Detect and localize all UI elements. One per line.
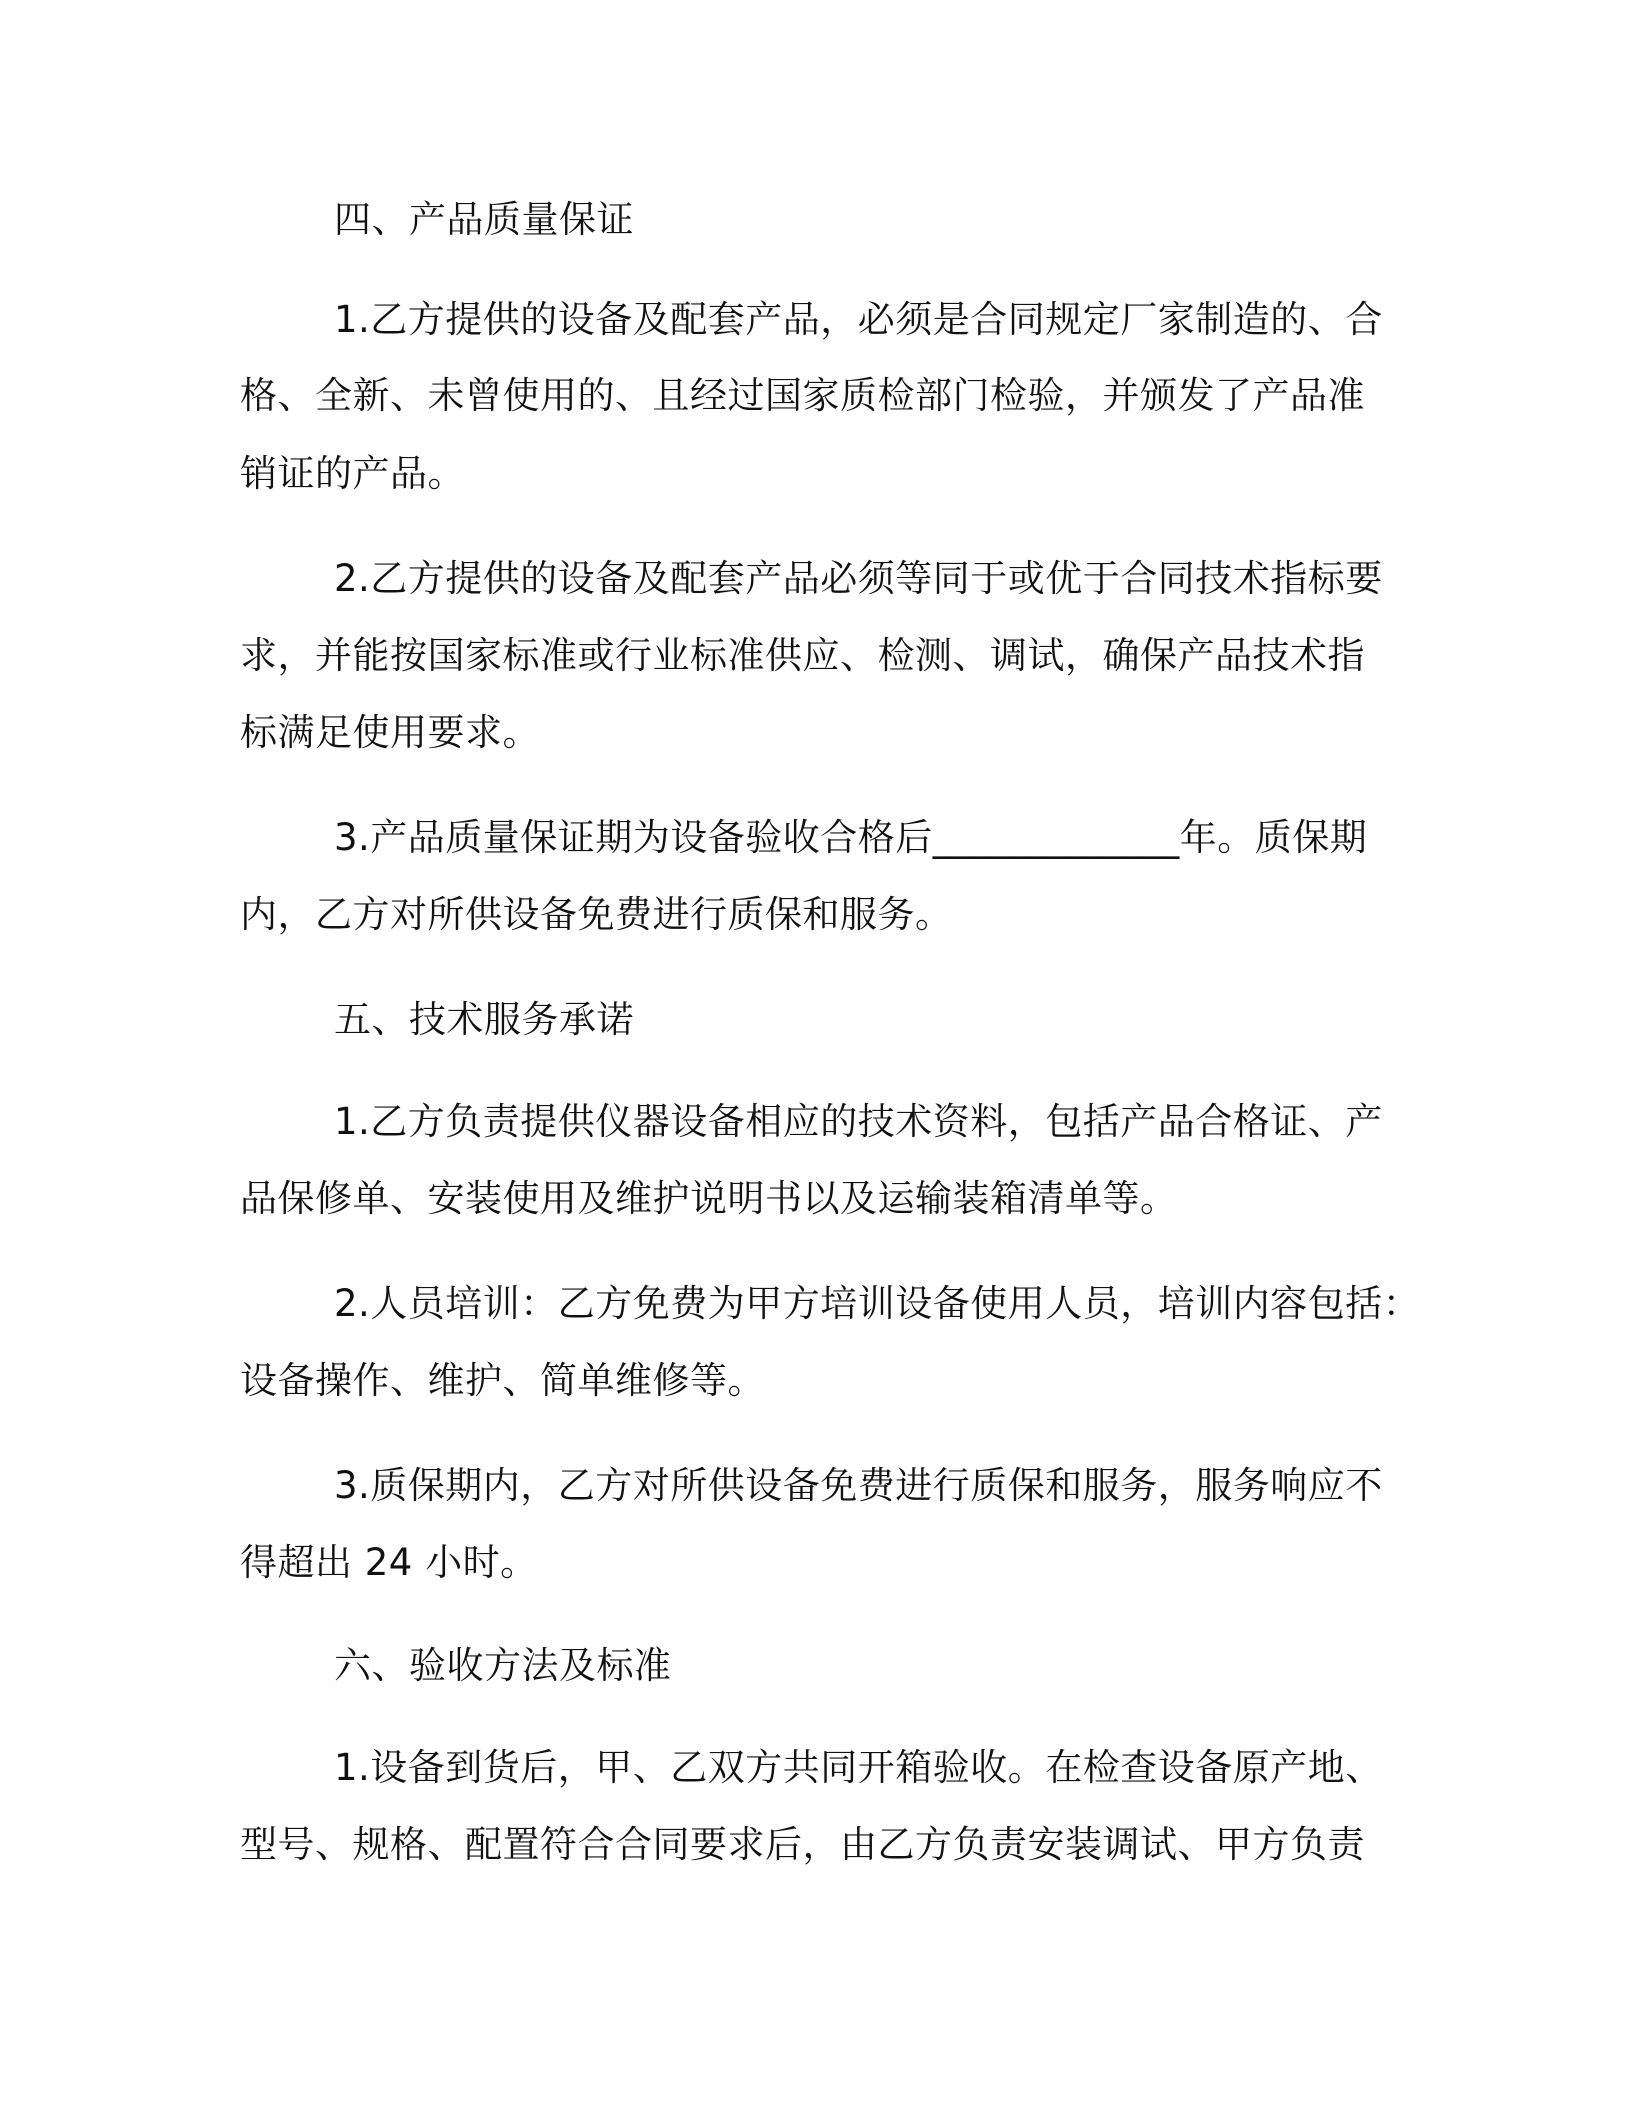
paragraph-line: 型号、规格、配置符合合同要求后，由乙方负责安装调试、甲方负责 xyxy=(240,1823,1365,1866)
paragraph-line: 标满足使用要求。 xyxy=(240,711,540,754)
section-heading-6: 六、验收方法及标准 xyxy=(334,1644,672,1687)
paragraph-line: 设备操作、维护、简单维修等。 xyxy=(240,1359,765,1402)
paragraph-line: 1.设备到货后，甲、乙双方共同开箱验收。在检查设备原产地、 xyxy=(334,1746,1383,1789)
paragraph-line: 1.乙方提供的设备及配套产品，必须是合同规定厂家制造的、合 xyxy=(334,298,1383,341)
paragraph-line: 3.质保期内，乙方对所供设备免费进行质保和服务，服务响应不 xyxy=(334,1464,1383,1507)
paragraph-line: 格、全新、未曾使用的、且经过国家质检部门检验，并颁发了产品准 xyxy=(240,374,1365,417)
paragraph-line: 2.乙方提供的设备及配套产品必须等同于或优于合同技术指标要 xyxy=(334,557,1383,600)
paragraph-line: 3.产品质量保证期为设备验收合格后_____________年。质保期 xyxy=(334,816,1368,859)
paragraph-line: 求，并能按国家标准或行业标准供应、检测、调试，确保产品技术指 xyxy=(240,634,1365,677)
paragraph-line: 2.人员培训：乙方免费为甲方培训设备使用人员，培训内容包括： xyxy=(334,1282,1421,1325)
paragraph-line: 得超出 24 小时。 xyxy=(240,1541,538,1584)
paragraph-line: 销证的产品。 xyxy=(240,452,465,495)
section-heading-5: 五、技术服务承诺 xyxy=(334,998,634,1041)
paragraph-line: 1.乙方负责提供仪器设备相应的技术资料，包括产品合格证、产 xyxy=(334,1100,1383,1143)
paragraph-line: 内，乙方对所供设备免费进行质保和服务。 xyxy=(240,893,953,936)
section-heading-4: 四、产品质量保证 xyxy=(334,198,634,241)
paragraph-line: 品保修单、安装使用及维护说明书以及运输装箱清单等。 xyxy=(240,1177,1178,1220)
